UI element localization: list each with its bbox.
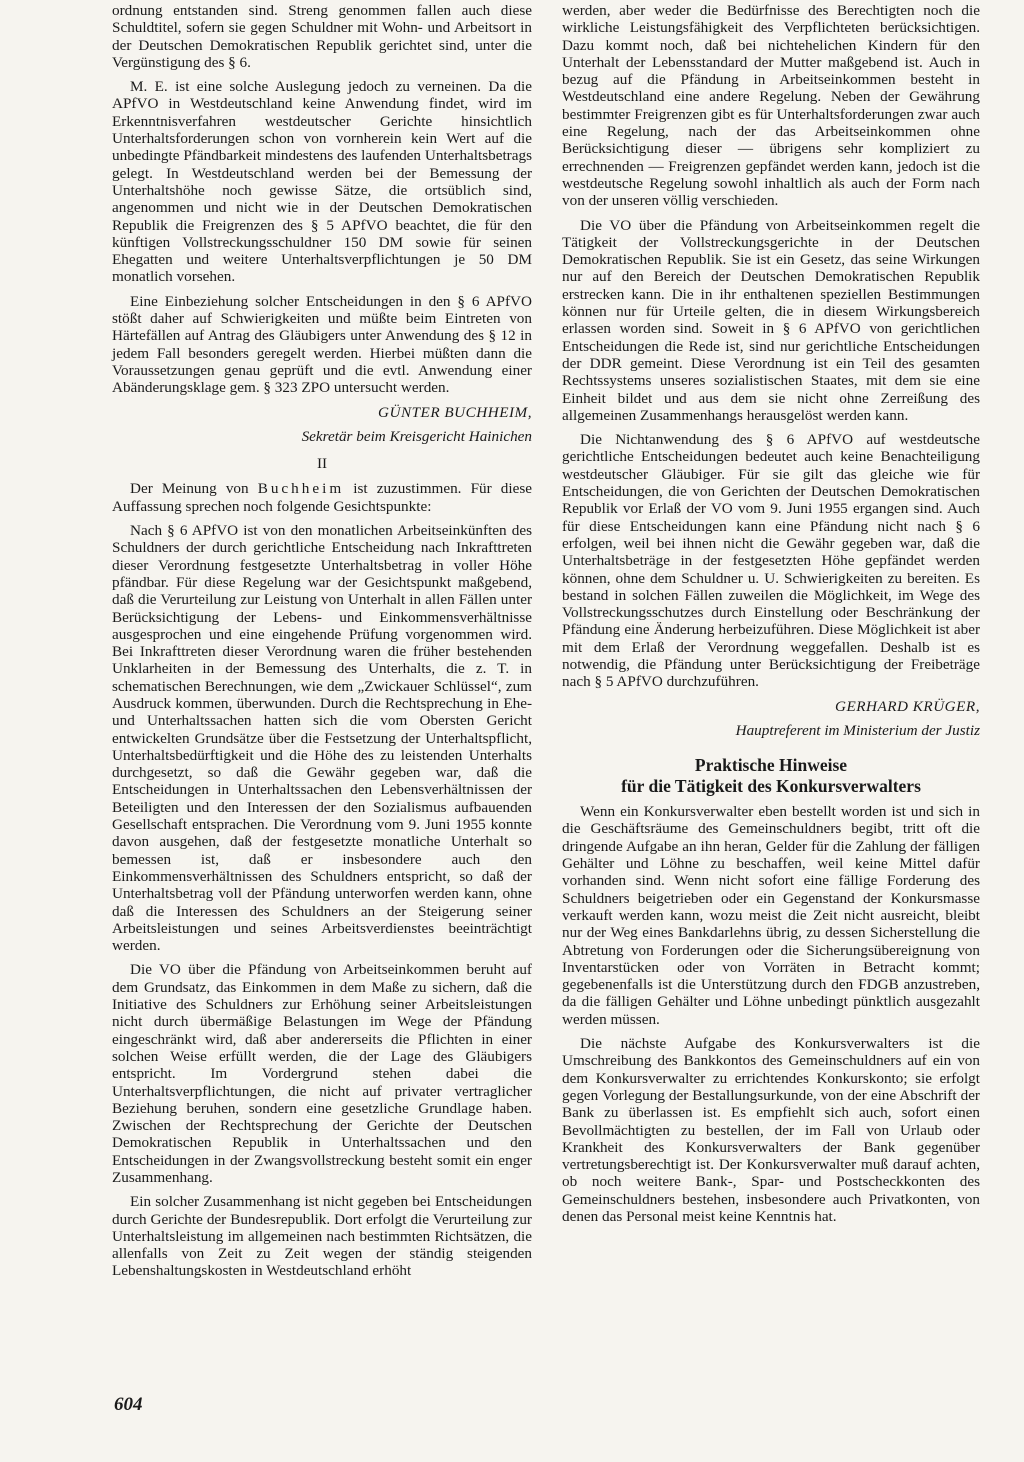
author-name — [562, 698, 980, 715]
author-title: Sekretär beim Kreisgericht Hainichen — [301, 427, 532, 445]
paragraph: Die VO über die Pfändung von Arbeitseinkommen beruht auf dem Grundsatz, das Einkommen in dem Maße zu sichern, daß die Initiative des Schuldners zur Erhöhung seiner Arbeitsleistungen nicht durch übermäßige Belastungen im Wege der Pfändung eingeschränkt wird, daß aber andererseits die Pflichten in einer solchen Weise erfüllt werden, die der Lage des Gläubigers entspricht. Im Vordergrund stehen dabei die Unterhaltsverpflichtungen, die nicht auf privater vertraglicher Beziehung beruhen, sondern eine gesetzliche Grundlage haben. Zwischen der Rechtsprechung der Gerichte der Deutschen Demokratischen Republik in Unterhaltssachen und den Entscheidungen in der Zwangsvollstreckung besteht somit ein enger Zusammenhang. — [112, 961, 532, 1186]
paragraph: Die VO über die Pfändung von Arbeitseinkommen regelt die Tätigkeit der Vollstreckungsgerichte in der Deutschen Demokratischen Republik. Sie ist ein Gesetz, das seine Wirkungen nur auf den Bereich der Deutschen Demokratischen Republik erstrecken kann. Die in ihr enthaltenen speziellen Bestimmungen können nur für Urteile gelten, die in diesem Wirkungsbereich erlassen worden sind. Soweit in § 6 APfVO von gerichtlichen Entscheidungen die Rede ist, sind nur gerichtliche Entscheidungen der DDR gemeint. Diese Verordnung ist ein Teil des gesamten Rechtssystems unseres sozialistischen Staates, mit dem sie eine Einheit bildet und aus dem sie nicht ohne Zerreißung des allgemeinen Zusammenhangs herausgelöst werden kann. — [562, 216, 980, 424]
author-name-text: GERHARD KRÜGER, — [834, 697, 980, 715]
paragraph: Wenn ein Konkursverwalter eben bestellt worden ist und sich in die Geschäftsräume des Gemeinschuldners begibt, tritt oft die dringende Aufgabe an ihn heran, Gelder für die Zahlung der fälligen Gehälter und Löhne zu beschaffen, weil keine Mittel dafür vorhanden sind. Wenn nicht sofort eine fällige Forderung des Schuldners beigetrieben oder ein Gegenstand der Konkursmasse verkauft werden kann, wozu meist die Zeit nicht ausreicht, bleibt nur der Weg eines Bankdarlehns übrig, zu dessen Sicherstellung die Abtretung von Forderungen oder die Sicherungsübereignung von Inventarstücken oder von Vorräten in Betracht kommt; gegebenenfalls ist die Unterstützung durch den FDGB anzustreben, da die fälligen Gehälter und Löhne unbedingt pünktlich ausgezahlt werden müssen. — [562, 803, 980, 1028]
page-number: 604 — [114, 1394, 143, 1415]
section-number: II — [316, 455, 328, 473]
paragraph: werden, aber weder die Bedürfnisse des Berechtigten noch die wirkliche Leistungsfähigkeit des Verpflichteten berücksichtigen. Dazu kommt noch, daß bei nichtehelichen Kindern für den Unterhalt der Lebensstandard der Mutter maßgebend ist. Auch in bezug auf die Pfändung in Arbeitseinkommen besteht in Westdeutschland eine andere Regelung. Neben der Gewährung bestimmter Freigrenzen gibt es für Unterhaltsforderungen zwar auch eine Regelung, nach der das Arbeitseinkommen ohne Berücksichtigung dieser — übrigens sehr kompliziert zu errechnenden — Freigrenzen gepfändet werden kann, jedoch ist die westdeutsche Regelung sowohl inhaltlich als auch der Form nach von der unseren völlig verschieden. — [562, 2, 980, 210]
left-column — [112, 2, 532, 1287]
text-run: Der Meinung von — [130, 480, 258, 498]
paragraph: ordnung entstanden sind. Streng genommen fallen auch diese Schuldtitel, sofern sie gegen Schuldner mit Wohn- und Arbeitsort in der Deutschen Demokratischen Republik gerichtet sind, unter die Vergünstigung des § 6. — [112, 2, 532, 71]
author-title: Hauptreferent im Ministerium der Justiz — [735, 721, 980, 739]
spaced-name: Buchheim — [257, 480, 345, 498]
paragraph: Nach § 6 APfVO ist von den monatlichen Arbeitseinkünften des Schuldners der durch gerichtliche Entscheidung nach Inkrafttreten dieser Verordnung festgesetzte Unterhaltsbetrag in voller Höhe pfändbar. Für diese Regelung war der Gesichtspunkt maßgebend, daß die Verurteilung zur Leistung von Unterhalt in allen Fällen unter Berücksichtigung der Lebens- und Einkommensverhältnisse ausgesprochen und eine eingehende Prüfung vorgenommen wird. Bei Inkrafttreten dieser Verordnung waren die früher bestehenden Unklarheiten in der Bemessung des Unterhalts, die z. T. in schematischen Berechnungen, wie dem „Zwickauer Schlüssel“, zum Ausdruck kommen, überwunden. Durch die Rechtsprechung in Ehe- und Unterhaltssachen hatten sich die vom Obersten Gericht entwickelten Grundsätze über die Festsetzung der Unterhaltspflicht, Unterhaltsbedürftigkeit und die Höhe des zu leistenden Unterhalts durchgesetzt, so daß die Gewähr gegeben war, daß die Entscheidungen in Unterhaltssachen den Lebensverhältnissen der Beteiligten und den Interessen der den Sozialismus aufbauenden Gesellschaft entsprachen. Die Verordnung vom 9. Juni 1955 konnte davon ausgehen, daß der festgesetzte monatliche Unterhalt so bemessen ist, daß er insbesondere auch den Einkommensverhältnissen des Schuldners entspricht, so daß der Unterhaltsbetrag voll der Pfändung unterworfen werden kann, ohne daß die Interessen des Schuldners an der Steigerung seiner Arbeitsleistungen und seines Arbeitsverdienstes beeinträchtigt werden. — [112, 522, 532, 955]
paragraph — [112, 480, 532, 515]
paragraph: Die nächste Aufgabe des Konkursverwalters ist die Umschreibung des Bankkontos des Gemeinschuldners auf ein von dem Konkursverwalter zu errichtendes Konkurskonto; sie erfolgt gegen Vorlegung der Bestallungsurkunde, von der eine Abschrift der Bank zu überlassen ist. Es empfiehlt sich auch, sofort einen Bevollmächtigten zu bestellen, der im Fall von Urlaub oder Krankheit des Konkursverwalters der Bank gegenüber vertretungsberechtigt ist. Der Konkursverwalter muß darauf achten, ob noch weitere Bank-, Spar- und Postscheckkonten des Gemeinschuldners bestehen, insbesondere auch Privatkonten, von denen das Personal meist keine Kenntnis hat. — [562, 1035, 980, 1225]
paragraph: Eine Einbeziehung solcher Entscheidungen in den § 6 APfVO stößt daher auf Schwierigkeiten und müßte beim Eintreten von Härtefällen auf Antrag des Gläubigers unter Anwendung des § 12 in jedem Fall besonders geregelt werden. Hierbei müßten dann die Voraussetzungen genau geprüft und die evtl. Anwendung einer Abänderungsklage gem. § 323 ZPO untersucht werden. — [112, 292, 532, 397]
paragraph: Ein solcher Zusammenhang ist nicht gegeben bei Entscheidungen durch Gerichte der Bundesrepublik. Dort erfolgt die Verurteilung zur Unterhaltsleistung im allgemeinen nach bestimmten Richtsätzen, die allenfalls von Zeit zu Zeit wegen der ständig steigenden Lebenshaltungskosten in Westdeutschland erhöht — [112, 1193, 532, 1280]
author-name — [112, 404, 532, 421]
heading-line-2: für die Tätigkeit des Konkursverwalters — [621, 776, 921, 797]
text-run: ist zuzustimmen. Für diese Auffassung sprechen noch folgende Gesichtspunkte: — [112, 480, 532, 515]
paragraph: Die Nichtanwendung des § 6 APfVO auf westdeutsche gerichtliche Entscheidungen bedeutet auch keine Benachteiligung westdeutscher Gläubiger. Für sie gilt das gleiche wie für Entscheidungen, die von Gerichten der Deutschen Demokratischen Republik vor Erlaß der VO vom 9. Juni 1955 ergangen sind. Auch für diese Entscheidungen kann eine Pfändung nicht nach § 6 erfolgen, weil bei ihnen nicht die Gewähr gegeben war, daß die Unterhaltsbeträge in der festgesetzten Höhe gepfändet werden können, ohne dem Schuldner u. U. Schwierigkeiten zu bereiten. Es bestand in solchen Fällen zuweilen die Möglichkeit, im Wege des Vollstreckungsschutzes durch Einstellung oder Beschränkung der Pfändung eine Änderung herbeizuführen. Diese Möglichkeit ist aber mit dem Erlaß der Verordnung weggefallen. Deshalb ist es notwendig, die Pfändung unter Berücksichtigung der Freibeträge nach § 5 APfVO durchzuführen. — [562, 431, 980, 691]
paragraph: M. E. ist eine solche Auslegung jedoch zu verneinen. Da die APfVO in Westdeutschland keine Anwendung findet, wird im Erkenntnisverfahren westdeutscher Gerichte hinsichtlich Unterhaltsforderungen schon von vornherein kein Wert auf die unbedingte Pfändbarkeit mindestens des laufenden Unterhaltsbetrags gelegt. In Westdeutschland werden bei der Bemessung der Unterhaltshöhe noch gewisse Sätze, die ortsüblich sind, angenommen und nicht wie in der Deutschen Demokratischen Republik die Freigrenzen des § 5 APfVO beachtet, die für den künftigen Vollstreckungsschuldner 150 DM sowie für seinen Ehegatten und weitere Unterhaltsverpflichtungen je 50 DM monatlich vorsehen. — [112, 78, 532, 286]
right-column — [562, 2, 980, 1232]
heading-line-1: Praktische Hinweise — [694, 755, 848, 776]
article-heading — [562, 755, 980, 797]
author-name-text: GÜNTER BUCHHEIM, — [378, 403, 532, 421]
